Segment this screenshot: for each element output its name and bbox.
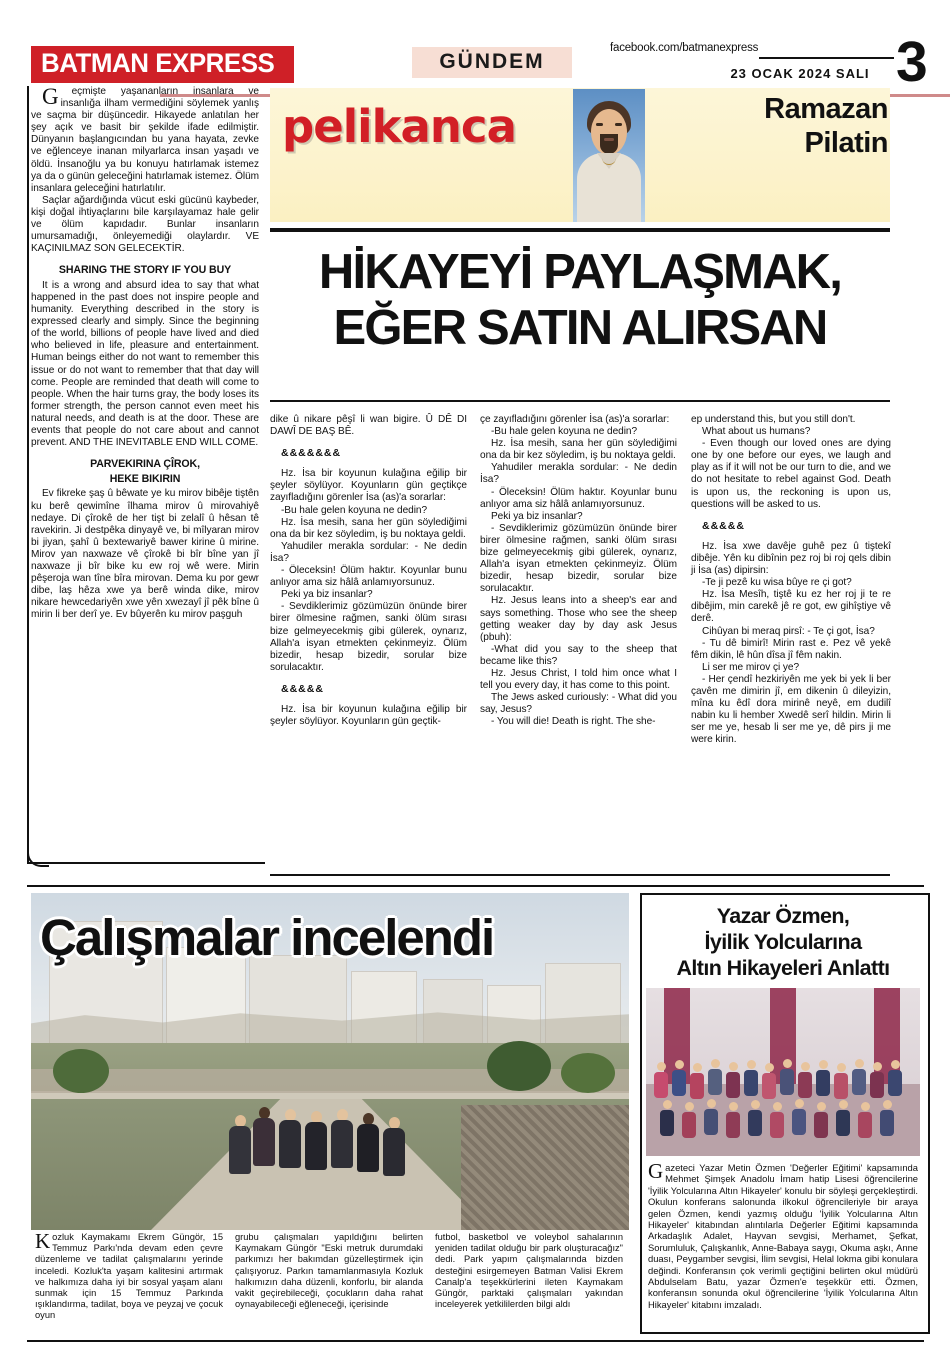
column3-paragraph-11: The Jews asked curiously: - What did you say, Jesus? [480,692,677,716]
page-section-divider [27,885,924,887]
masthead [0,18,951,94]
portrait-beard [600,134,618,154]
photo-tree [487,1041,551,1091]
article-column-3 [480,414,677,728]
column4-paragraph-4: Hz. İsa xwe davêje guhê pez û tiştekî dibêje. Yên ku dibînin pez roj bi roj qels dibin ji İsa (as) dipirsin: [691,540,891,577]
column4-paragraph-2: What about us humans? [702,426,811,438]
portrait-eye-left [596,123,603,126]
photo-student-row [660,1096,906,1146]
headline-rule-bottom [270,400,890,402]
column4-paragraph-7: Cihûyan bi meraq pirsî: - Te çi got, İsa? [702,625,875,637]
column4-paragraph-10: - Her çendî hezkiriyên me yek bi yek li ber çavên me dimirin jî, em dikenin û dileyizin, mîna ku êdî dora mirinê neyê, em dudilî nabin ku li hember Xwedê serî hildin. Mirin li ser me ye, hesab li ser me ye, dê pirs ji me were kirin. [691,673,891,746]
caption-column-3: futbol, basketbol ve voleybol sahalarının yeniden tadilat olduğu bir park oluşturacağız" dedi. Park yapım çalışmalarında bizden desteğini esirgemeyen Batman Valisi Ekrem Canalp'a teşekkürlerini ileten Kaymakam Güngör, parktaki çalışmaları yakından inceleyerek yetkililerden bilgi aldı [435,1232,623,1310]
headline-line-2: EĞER SATIN ALIRSAN [333,301,827,355]
date-rule [759,57,894,59]
left-column-border [27,86,29,864]
bottom-right-body [648,1159,918,1310]
column3-paragraph-9: -What did you say to the sheep that became like this? [480,643,677,667]
section-badge-label: GÜNDEM [439,50,545,73]
bottom-right-headline-line-1: Yazar Özmen, [716,904,850,928]
newspaper-logo-text: BATMAN EXPRESS [41,48,275,78]
article-column-4 [691,414,891,746]
photo-tree [561,1053,615,1093]
photo-rubble [461,1105,629,1230]
column4-paragraph-1: ep understand this, but you still don't. [691,414,856,425]
column4-paragraph-8: - Tu dê bimirî! Mirin rast e. Pez vê yekê fêm dikin, lê hûn dîsa jî fêm nakin. [691,637,891,661]
column3-paragraph-6: Peki ya biz insanlar? [491,510,583,522]
column3-paragraph-3: Hz. İsa mesih, sana her gün söylediğimi ona da bir kez söyledim, iş bu noktaya geldi. [480,438,677,462]
column3-paragraph-7: - Sevdiklerimiz gözümüzün önünde birer birer ölmesine rağmen, sanki ölüm sırası bize gelmeyecekmiş gibi gülerek, oynarız, Allah'a isyan etmekten çekinmeyiz. Ölüm bizedir, hesap bizedir, sorular bize sorulacaktır. [480,522,677,595]
caption-column-1: Kozluk Kaymakamı Ekrem Güngör, 15 Temmuz Parkı'nda devam eden çevre düzenleme ve tadilat çalışmalarını yerinde inceledi. Kozluk'ta yaşam kalitesini artırmak ve halkımıza daha iyi bir sosyal yaşam alanı sunmak için 15 Temmuz Parkında ışıklandırma, tadilat, boya ve peyzaj ve çocuk oyun [35,1229,223,1321]
column2-separator-1: &&&&&&& [281,447,342,460]
bottom-right-headline-line-2: İyilik Yolcularına [704,930,862,954]
bottom-right-headline-line-3: Altın Hikayeleri Anlattı [676,956,890,980]
facebook-link[interactable]: facebook.com/batmanexpress [610,42,759,54]
headline-rule-top [270,228,890,232]
page-number: 3 [896,30,926,94]
column1-paragraph-3: It is a wrong and absurd idea to say that what happened in the past does not inspire people and humanity. Everything described in the story is expressed clearly and simply. Since the beginning of the world, billions of people have lived and died who believed in life, pleasure and entertainment. Human beings either do not want to remember this issue or do not want to remember that that day will come. People are reminded that death will come to people. When the hair turns gray, the body loses its former strength, the person cannot even meet his natural needs, and death is at the door. These are events that people do not care about and cannot prevent. AND THE INEVITABLE END WILL COME. [31,279,259,449]
bottom-right-headline [646,903,920,981]
column4-paragraph-3: - Even though our loved ones are dying one by one before our eyes, we laugh and play as if it will not be our turn to die, and we do not hesitate to rebel against God. Death is upon us, the reckoning is upon us, questions will be asked to us. [691,438,891,510]
newspaper-logo[interactable] [31,46,294,83]
article-column-1 [31,86,259,876]
column3-paragraph-2: -Bu hale gelen koyuna ne dedin? [491,426,638,438]
author-name [660,92,888,160]
column2-paragraph-9: Hz. İsa bir koyunun kulağına eğilip bir şeyler söylüyor. Koyunların gün geçtik- [270,703,467,728]
column3-paragraph-4: Yahudiler merakla sordular: - Ne dedin İsa? [480,462,677,486]
author-lastname: Pilatin [804,127,888,159]
column3-paragraph-8: Hz. Jesus leans into a sheep's ear and says something. Those who see the sheep getting weaker day by day ask Jesus (pbuh): [480,595,677,643]
column1-paragraph-1: Geçmişte yaşananların insanlara ve insanlığa ilham vermediğini söylemek yanlış ve saçma bir düşüncedir. Hikayede anlatılan her şey açık ve basit bir şekilde ifade edilmiştir. Dünyanın başlangıcından bu yana hayata, zevke ve eğlenceye inanan milyarlarca insan yaşadı ve öldü. İnsanoğlu ya bu konuyu hatırlamak istemez ya da o günün geleceğini hatırlamak istemez. Ölüm insanlara geleceğini hatırlatılır. [31,84,259,194]
column4-paragraph-9: Li ser me mirov çi ye? [702,661,800,673]
portrait-mouth [604,138,614,141]
page-bottom-rule [27,1340,924,1342]
article-column-2 [270,414,467,728]
article-headline [270,244,890,356]
column2-paragraph-4: Hz. İsa mesih, sana her gün söylediğimi ona da bir kez söyledim, iş bu noktaya geldi. [270,516,467,540]
bottom-right-photo [646,988,920,1156]
columnist-brand-logo: pelikanca [282,100,516,153]
column3-paragraph-12: - You will die! Death is right. The she- [491,716,656,728]
bottom-right-paragraph: Gazeteci Yazar Metin Özmen 'Değerler Eğitimi' kapsamında Mehmet Şimşek Anadolu İmam hatip Lisesi öğrencilerine 'İyilik Yolcularına Altın Hikayeler' konulu bir söyleşi gerçekleştirdi. Okulun konferans salonunda ilkokul öğrencileriyle bir araya gelen Özmen, kendi yazmış olduğu 'İyilik Yolcularına Altın Hikayeler' kitabından alıntılarla Değerler Eğitimi kapsamında Arkadaşlık Adalet, Hayvan sevgisi, Merhamet, Şefkat, Sorumluluk, Çalışkanlık, Anne-Babaya saygı, Okuma aşkı, Anne duası, Peygamber sevgisi, İlim sevgisi, Helal lokma gibi konulara değindi. Konferansın çok verimli geçtiğini belirten okul müdürü Abdulselam Batu, yazar Özmen'e teşekkür etti. Özmen, konferansın sonunda okul öğrencilerine 'İyilik Yolcularına Altın Hikayeler' kitabını imzaladı. [648,1159,918,1310]
column1-paragraph-4: Ev fikreke şaş û bêwate ye ku mirov bibêje tiştên ku berê qewimîne îlhama mirov û mirovahiyê nedaye. Di çîrokê de her tişt bi zelalî û hêsan tê ravekirin. Ji destpêka dinyayê ve, bi mîlyaran mirov bi jiyan, şahî û bextewariyê bawer kirine û mirine. Mirov yan naxwaze vê çîrokê bi bîr bîne yan jî naxwaze ji bîr bike ku ew roj wê were. Mirin pêşeroja wan tîne bîra mirovan. Dema ku por gewr dibe, laş hêza xwe ya berê winda dike, mirov nikare hewcedariyên xwe yên xwezayî jî pêk bîne û mirin li ber derî ye. Ev bûyerên ku mirov paşguh [31,488,259,621]
column2-separator-2: &&&&& [281,682,324,695]
column4-paragraph-6: Hz. İsa Mesîh, tiştê ku ez her roj ji te re dibêjim, min carekê jê re got, ew gihîştiye vê derê. [691,589,891,625]
column2-paragraph-5: Yahudiler merakla sordular: - Ne dedin İsa? [270,540,467,564]
column2-paragraph-7: Peki ya biz insanlar? [281,589,373,601]
portrait-eye-right [615,123,622,126]
author-firstname: Ramazan [764,93,888,125]
publication-date: 23 OCAK 2024 SALI [730,66,870,81]
photo-tree [53,1049,109,1093]
column1-paragraph-2: Saçlar ağardığında vücut eski gücünü kaybeder, kişi doğal ihtiyaçlarını bile karşılayamaz hale gelir ve ölüm kapıdadır. Bunlar insanların umursamadığı, önleyemediği olaylardır. VE KAÇINILMAZ SON GELECEKTİR. [31,194,259,255]
column2-paragraph-2: Hz. İsa bir koyunun kulağına eğilip bir şeyler söylüyor. Koyunların gün geçtikçe zayıfladığını görenler İsa (as)'a sorarlar: [270,468,467,504]
column1-subheading-ku-line1: PARVEKIRINA ÇÎROK, [90,458,200,471]
column3-paragraph-5: - Öleceksin! Ölüm haktır. Koyunlar bunu anlıyor ama siz hâlâ anlamıyorsunuz. [480,486,677,510]
column3-paragraph-10: Hz. Jesus Christ, I told him once what I tell you every day, it has come to this point. [480,667,677,692]
column4-paragraph-5: -Te ji pezê ku wisa bûye re çi got? [702,577,852,589]
caption-column-2: grubu çalışmaları yapıldığını belirten Kaymakam Güngör "Eski metruk durumdaki parkımızı her bakımdan güzelleştirmek için çalışıyoruz. Parkın tamamlanmasıyla Kozluk halkımızın daha düzenli, konforlu, bir alanda vakit geçirebileceği, çocukların daha rahat oynayabileceği eğleneceği, içerisinde [235,1232,423,1310]
bottom-left-caption [35,1229,625,1322]
column1-subheading-ku-line2: HEKE BIKIRIN [109,472,181,485]
column2-paragraph-6: - Öleceksin! Ölüm haktır. Koyunlar bunu anlıyor ama siz hâlâ anlamıyorsunuz. [270,565,467,589]
author-portrait-photo [573,89,645,222]
column2-paragraph-3: -Bu hale gelen koyuna ne dedin? [281,504,428,516]
column2-paragraph-8: - Sevdiklerimiz gözümüzün önünde birer birer ölmesine rağmen, sanki ölüm sırası bize gelmeyecekmiş gibi gülerek, oynarız, Allah'a isyan etmekten çekinmeyiz. Ölüm bizedir, hesap bizedir, sorular bize sorulacaktır. [270,601,467,673]
column2-paragraph-1: dike û nikare pêşî li wan bigire. Û DÊ DI DAWÎ DE BAŞ BÊ. [270,414,467,438]
column3-paragraph-1: çe zayıfladığını görenler İsa (as)'a sorarlar: [480,414,670,425]
bottom-left-headline: Çalışmalar incelendi [40,909,494,966]
column1-subheading-en: SHARING THE STORY IF YOU BUY [58,264,232,277]
headline-line-1: HİKAYEYİ PAYLAŞMAK, [318,245,842,299]
article-bottom-rule [270,874,890,876]
column4-separator-1: &&&&& [702,519,745,532]
